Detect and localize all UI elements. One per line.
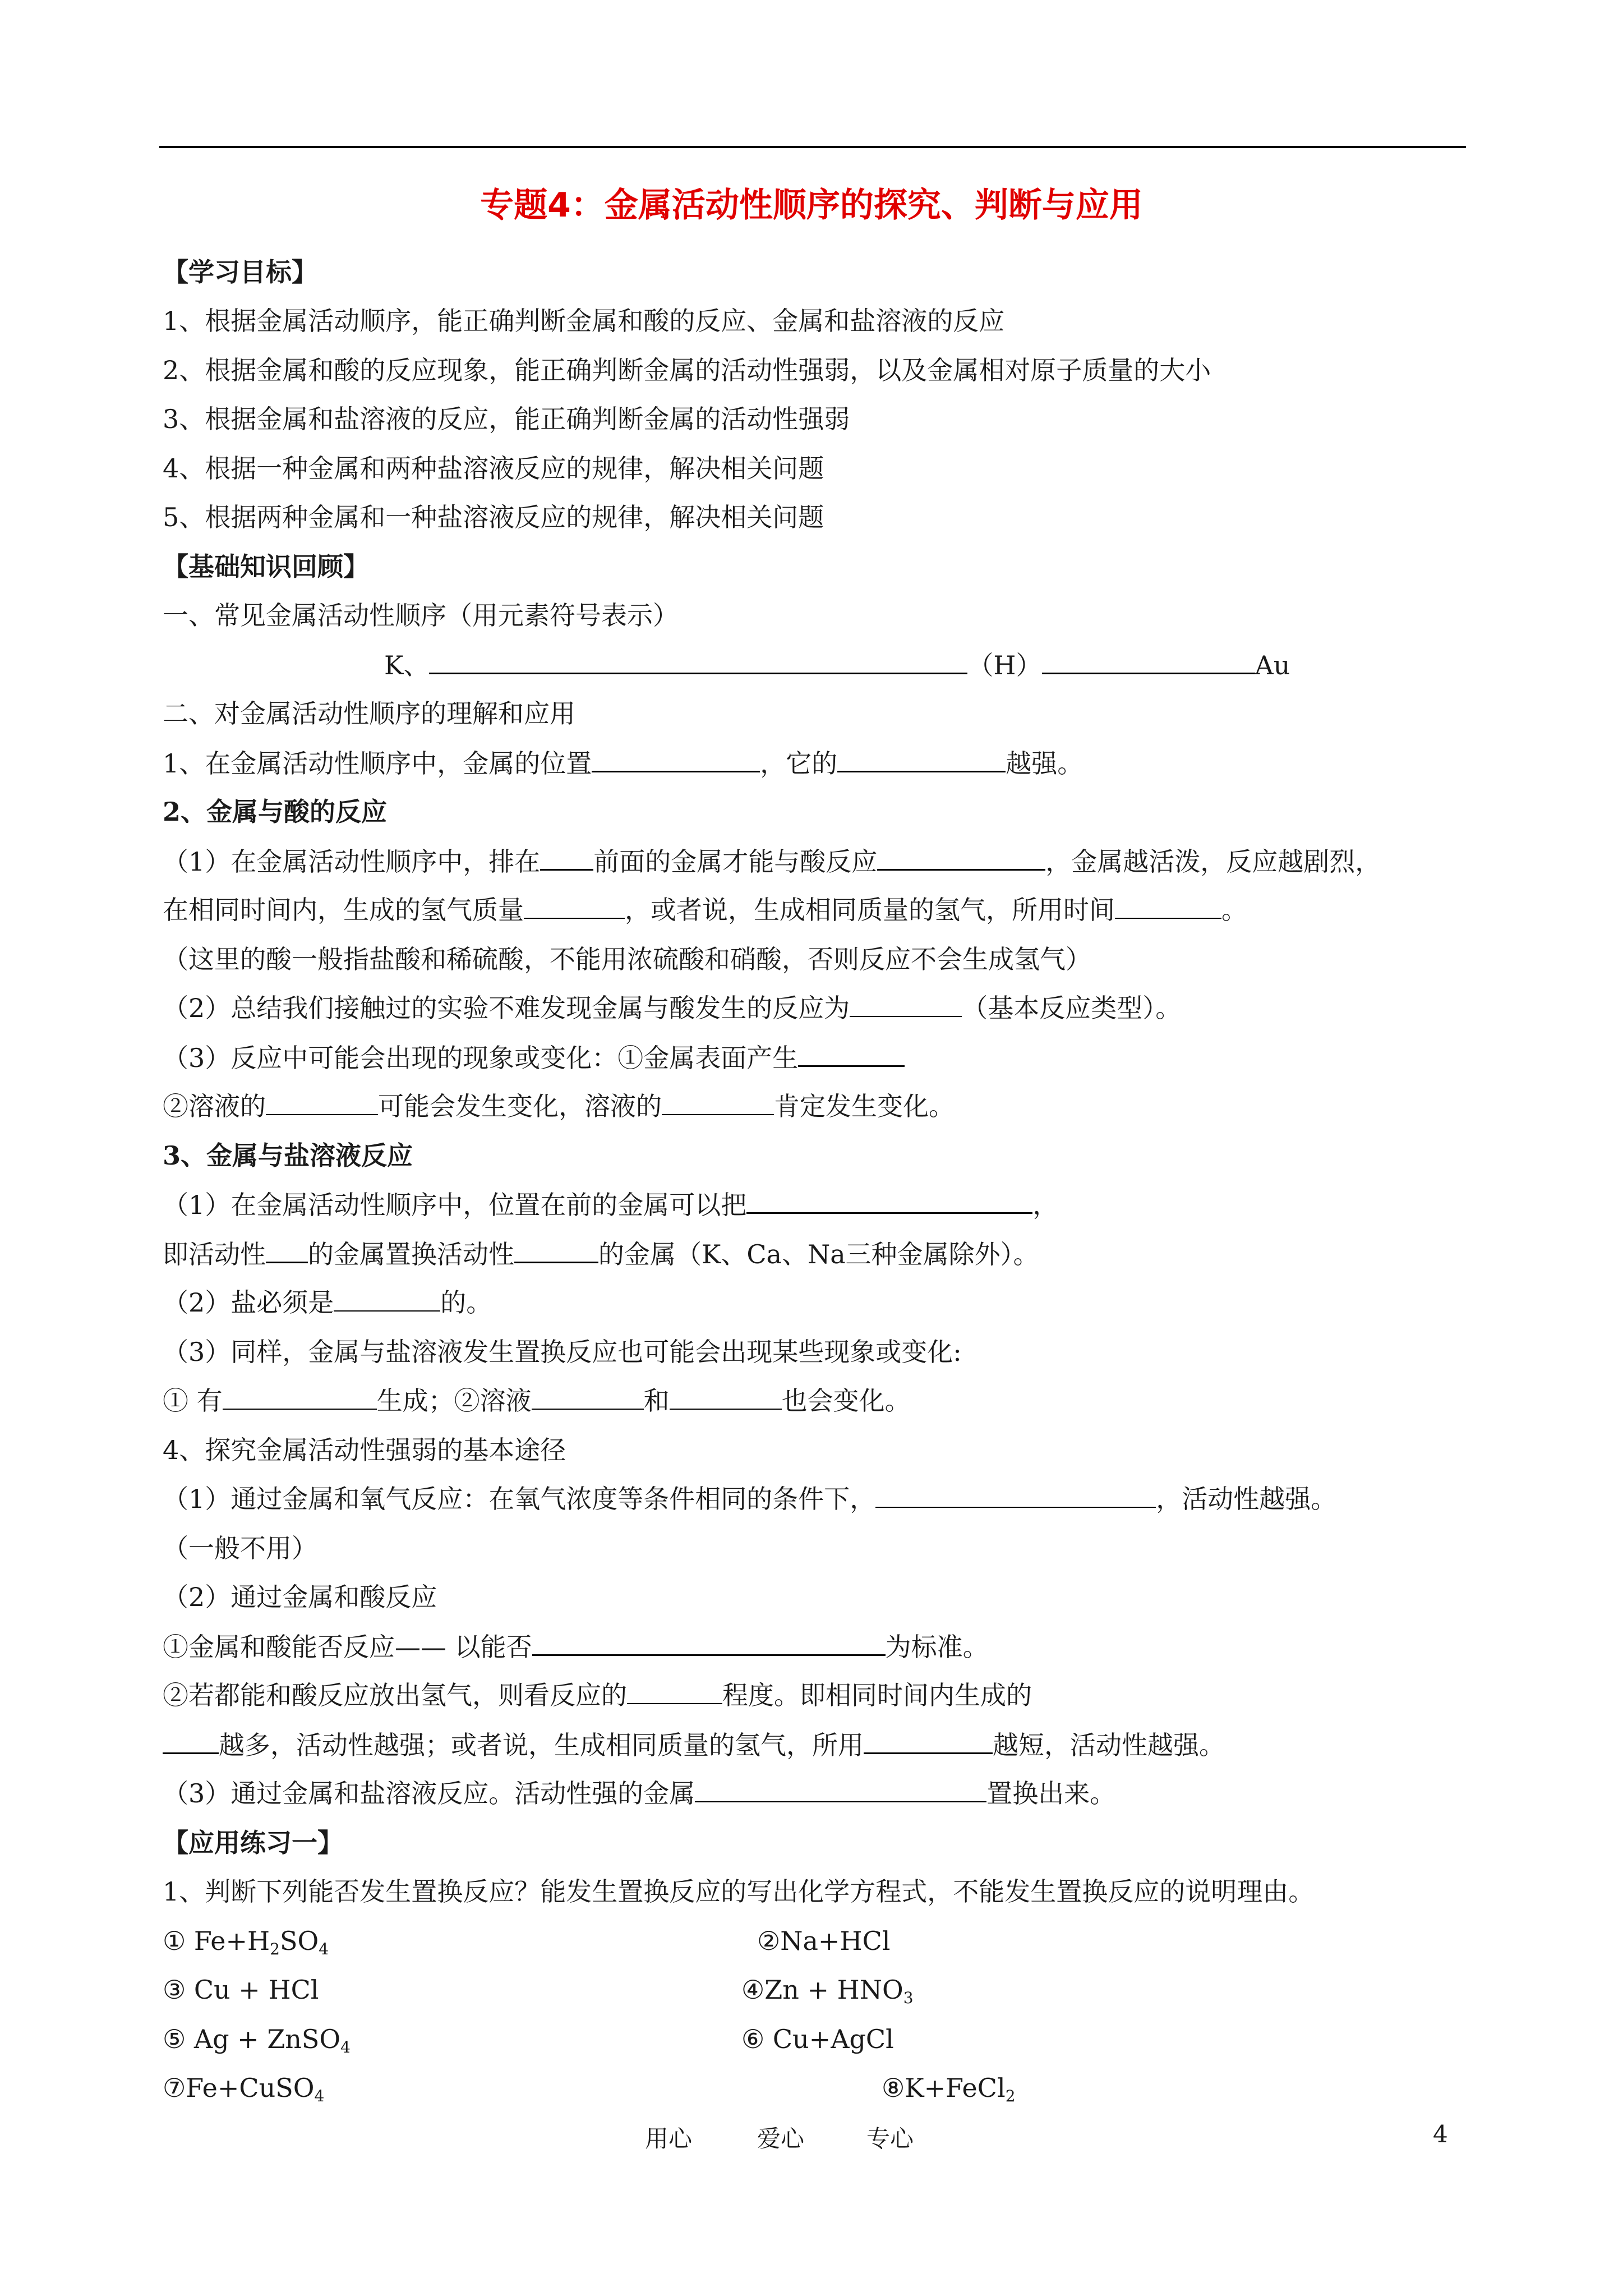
blank[interactable] [532,1630,886,1656]
acid-2: （2）总结我们接触过的实验不难发现金属与酸发生的反应为 （基本反应类型）。 [163,991,1181,1025]
reaction-5: ⑤ Ag + ZnSO$_4$ [163,2024,351,2056]
heading-metal-salt: 3、金属与盐溶液反应 [163,1140,413,1171]
section-2-heading: 二、对金属活动性顺序的理解和应用 [163,698,575,729]
practice-question: 1、判断下列能否发生置换反应？能发生置换反应的写出化学方程式，不能发生置换反应的说明理由。 [163,1876,1315,1907]
blank[interactable] [223,1384,377,1410]
way-3: （3）通过金属和盐溶液反应。活动性强的金属 置换出来。 [163,1777,1115,1810]
goal-2: 2、根据金属和酸的反应现象，能正确判断金属的活动性强弱，以及金属相对原子质量的大小 [163,355,1211,385]
blank[interactable] [1115,893,1221,919]
section-4-heading: 4、探究金属活动性强弱的基本途径 [163,1435,566,1465]
blank[interactable] [163,1728,219,1754]
blank[interactable] [266,1089,378,1115]
way-2a: ①金属和酸能否反应—— 以能否 为标准。 [163,1630,989,1664]
reaction-8: ⑧K+FeCl$_2$ [882,2073,1016,2105]
blank[interactable] [877,844,1045,871]
page-title: 专题4：金属活动性顺序的探究、判断与应用 [480,186,1143,225]
blank[interactable] [627,1678,722,1704]
blank[interactable] [266,1237,308,1263]
reaction-3: ③ Cu + HCl [163,1975,319,2005]
acid-3: （3）反应中可能会出现的现象或变化：①金属表面产生 [163,1041,905,1075]
review-header: 【基础知识回顾】 [163,551,369,582]
way-1-note: （一般不用） [163,1533,317,1563]
reaction-7: ⑦Fe+CuSO$_4$ [163,2073,325,2105]
activity-order-line [384,648,1290,682]
footer-motto-1: 用心 [645,2125,693,2152]
salt-3: （3）同样，金属与盐溶液发生置换反应也可能会出现某些现象或变化: [163,1337,962,1367]
blank[interactable] [746,1188,1032,1214]
page-number: 4 [1433,2120,1448,2148]
acid-1b: 在相同时间内，生成的氢气质量 ，或者说，生成相同质量的氢气，所用时间 。 [163,893,1247,927]
acid-note: （这里的酸一般指盐酸和稀硫酸，不能用浓硫酸和硝酸，否则反应不会生成氢气） [163,944,1091,974]
way-1: （1）通过金属和氧气反应：在氧气浓度等条件相同的条件下， ，活动性越强。 [163,1482,1336,1516]
reaction-1: ① $Fe+H_2SO_4$ [163,1926,329,1958]
point-1: 1、在金属活动性顺序中，金属的位置 ，它的 越强。 [163,746,1083,780]
order-start: K、 [384,650,430,680]
order-hydrogen: （H） [967,650,1042,680]
blank[interactable] [695,1777,986,1802]
blank[interactable] [540,844,593,871]
blank[interactable] [670,1384,782,1410]
blank[interactable] [837,746,1006,772]
blank[interactable] [1042,648,1255,674]
blank[interactable] [850,991,962,1017]
footer-motto-3: 专心 [866,2125,914,2152]
blank[interactable] [864,1728,993,1754]
blank[interactable] [514,1237,598,1263]
way-2: （2）通过金属和酸反应 [163,1582,437,1612]
section-1-heading: 一、常见金属活动性顺序（用元素符号表示） [163,600,679,631]
practice-header: 【应用练习一】 [163,1828,343,1858]
blank[interactable] [875,1482,1156,1508]
acid-3b: ②溶液的 可能会发生变化，溶液的 肯定发生变化。 [163,1089,955,1123]
acid-1: （1）在金属活动性顺序中，排在 前面的金属才能与酸反应 ，金属越活泼，反应越剧烈， [163,844,1381,878]
goal-3: 3、根据金属和盐溶液的反应，能正确判断金属的活动性强弱 [163,404,850,434]
way-2c: 越多，活动性越强；或者说，生成相同质量的氢气，所用 越短，活动性越强。 [163,1728,1225,1762]
way-2b: ②若都能和酸反应放出氢气，则看反应的 程度。即相同时间内生成的 [163,1678,1032,1712]
salt-2: （2）盐必须是 的。 [163,1286,492,1319]
goals-header: 【学习目标】 [163,257,317,287]
reaction-2: ②Na+HCl [757,1926,891,1956]
goal-1: 1、根据金属活动顺序，能正确判断金属和酸的反应、金属和盐溶液的反应 [163,306,1005,336]
blank[interactable] [592,746,760,772]
blank[interactable] [429,648,967,674]
blank[interactable] [532,1384,644,1410]
order-end: Au [1255,650,1290,680]
reaction-6: ⑥ Cu+AgCl [741,2024,894,2054]
reaction-4: ④Zn + $HNO_3$ [741,1975,914,2007]
header-rule [159,146,1466,148]
salt-1: （1）在金属活动性顺序中，位置在前的金属可以把 ， [163,1188,1058,1222]
blank[interactable] [798,1041,905,1067]
salt-3b: ① 有 生成；②溶液 和 也会变化。 [163,1384,911,1418]
goal-4: 4、根据一种金属和两种盐溶液反应的规律，解决相关问题 [163,453,824,484]
blank[interactable] [524,893,625,919]
salt-1b: 即活动性 的金属置换活动性 的金属（K、Ca、Na三种金属除外）。 [163,1237,1039,1271]
blank[interactable] [662,1089,774,1115]
blank[interactable] [334,1286,440,1312]
heading-metal-acid: 2、金属与酸的反应 [163,797,388,827]
footer-motto-2: 爱心 [757,2125,805,2152]
goal-5: 5、根据两种金属和一种盐溶液反应的规律，解决相关问题 [163,502,824,532]
